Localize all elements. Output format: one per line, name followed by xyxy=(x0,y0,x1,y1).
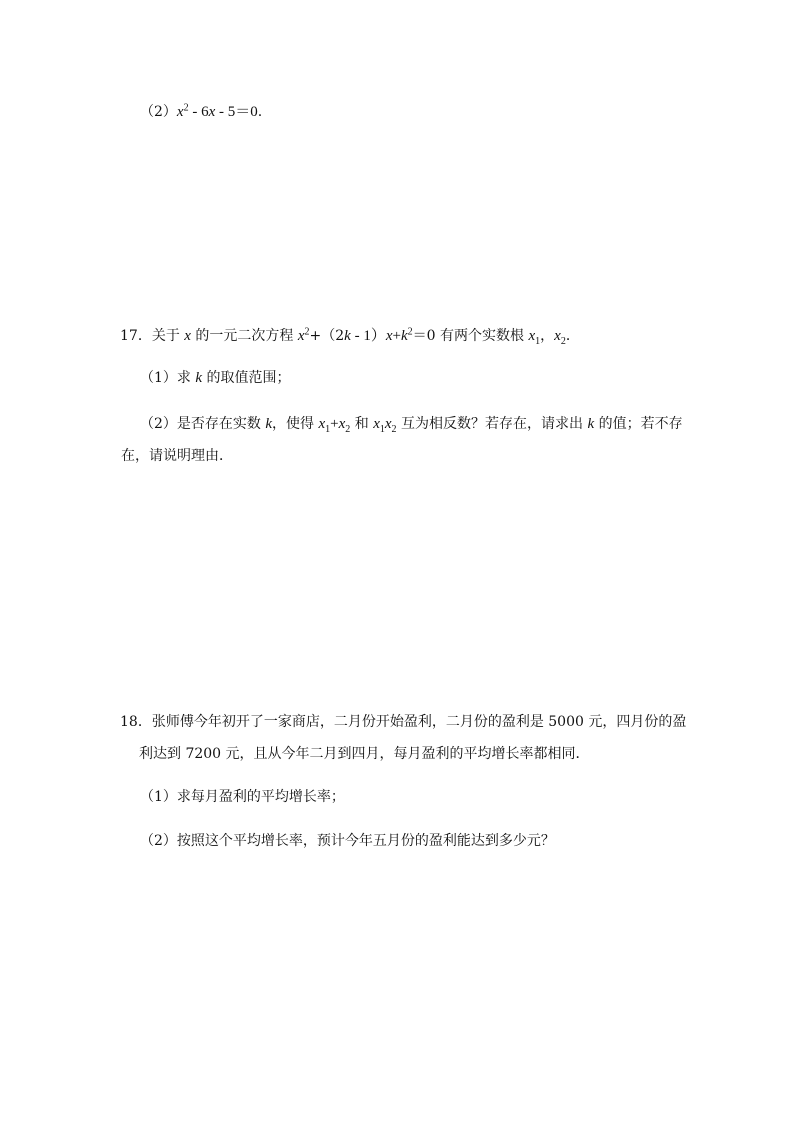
question-17-part-2: （2）是否存在实数 k，使得 $x_1+x_2$ 和 $x_1x_2$ 互为相反数？若存在，请求出 k 的值；若不存 xyxy=(140,416,683,435)
question-17-stem: 17．关于 x 的一元二次方程 $x^2+(2k - 1)x+k^2=0$ 有两个实数根 $x_1$，$x_2$． xyxy=(120,326,580,347)
question-18-stem-line-1: 18．张师傅今年初开了一家商店，二月份开始盈利，二月份的盈利是 5000 元，四月份的盈 xyxy=(120,714,687,730)
question-17-part-2-continued: 在，请说明理由． xyxy=(121,448,233,464)
question-17-part-1: （1）求 k 的取值范围； xyxy=(140,370,291,386)
previous-subquestion-2: $(2)x^2 - 6x - 5=0$. xyxy=(140,102,263,120)
subquestion-label: （2） xyxy=(140,104,177,120)
question-number: 18． xyxy=(120,714,152,730)
question-18-part-1: （1）求每月盈利的平均增长率； xyxy=(140,789,345,805)
question-18-stem-line-2: 利达到 7200 元，且从今年二月到四月，每月盈利的平均增长率都相同． xyxy=(139,746,590,762)
question-number: 17． xyxy=(120,328,152,344)
question-18-part-2: （2）按照这个平均增长率，预计今年五月份的盈利能达到多少元？ xyxy=(140,833,555,849)
